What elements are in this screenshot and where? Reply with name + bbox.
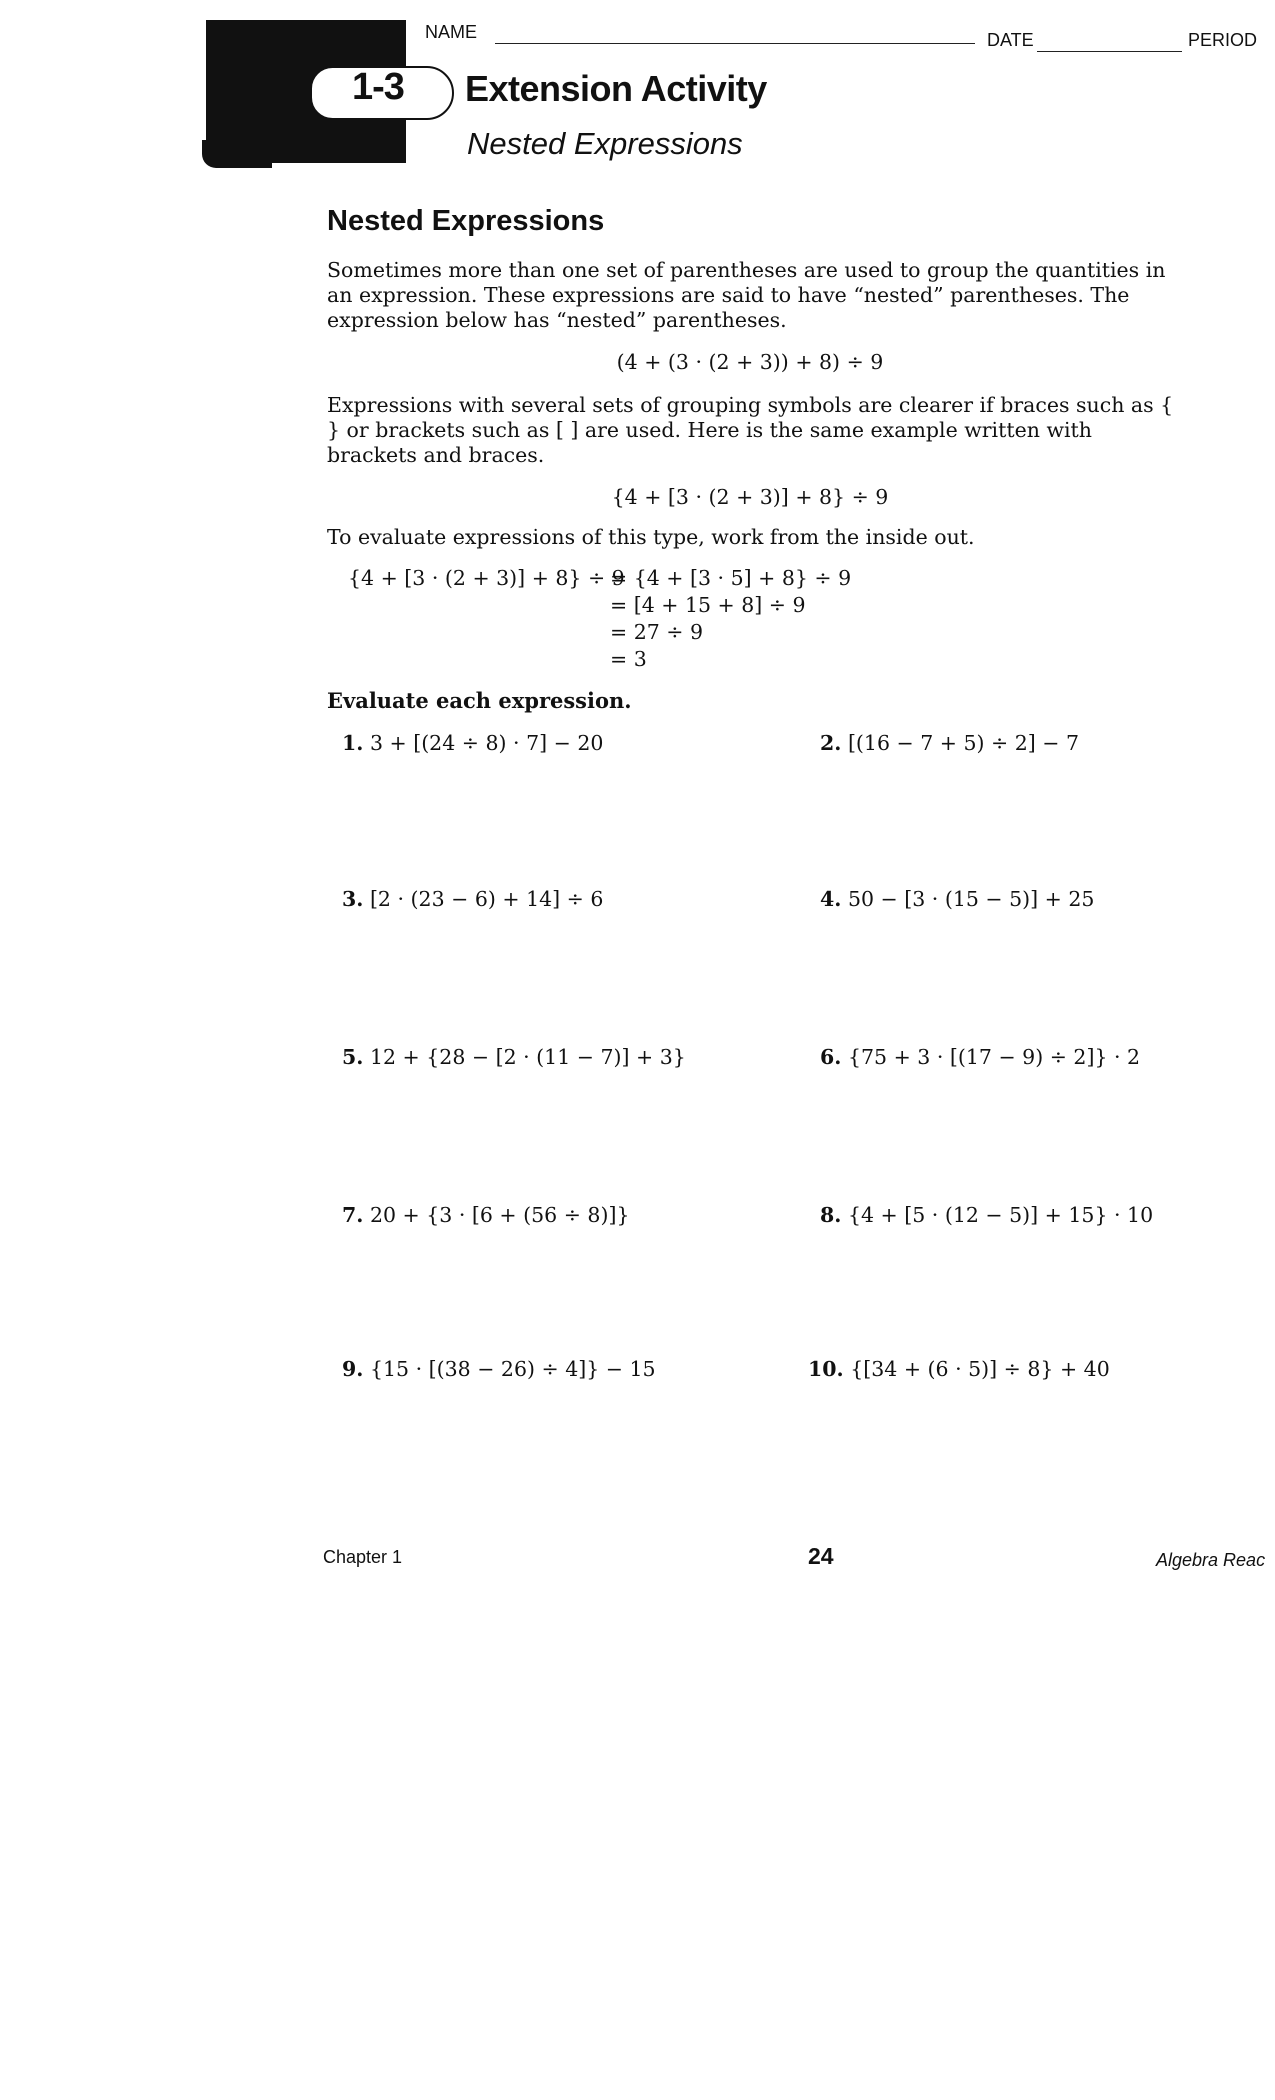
exercise-9 — [342, 1357, 656, 1381]
exercise-10 — [808, 1357, 1110, 1381]
activity-subtitle: Nested Expressions — [467, 126, 743, 161]
exercise-expression: {15 · [(38 − 26) ÷ 4]} − 15 — [369, 1357, 656, 1381]
date-field-line[interactable] — [1037, 51, 1182, 52]
exercise-number: 7. — [342, 1203, 364, 1227]
footer-chapter: Chapter 1 — [323, 1547, 403, 1567]
worked-example-step: = [4 + 15 + 8] ÷ 9 — [610, 593, 806, 617]
exercise-5 — [342, 1045, 686, 1069]
exercise-expression: {[34 + (6 · 5)] ÷ 8} + 40 — [850, 1357, 1110, 1381]
exercise-expression: 3 + [(24 ÷ 8) · 7] − 20 — [369, 731, 604, 755]
exercise-4 — [820, 887, 1094, 911]
section-heading: Nested Expressions — [327, 205, 605, 237]
footer-book-title: Algebra Reac — [1156, 1550, 1266, 1570]
worked-example-step: = 3 — [610, 647, 647, 671]
exercise-number: 6. — [820, 1045, 842, 1069]
header-black-tab-foot — [202, 140, 272, 168]
exercise-number: 4. — [820, 887, 842, 911]
exercise-expression: {4 + [5 · (12 − 5)] + 15} · 10 — [847, 1203, 1154, 1227]
instructions: Evaluate each expression. — [327, 688, 632, 713]
exercise-number: 1. — [342, 731, 364, 755]
exercise-6 — [820, 1045, 1140, 1069]
grouping-symbols-paragraph: Expressions with several sets of grouping symbols are clearer if braces such as { } or brackets such as [ ] are used. Here is the same example written with brackets and braces. — [327, 393, 1174, 467]
exercise-expression: 50 − [3 · (15 − 5)] + 25 — [847, 887, 1095, 911]
example-expression-braces: {4 + [3 · (2 + 3)] + 8} ÷ 9 — [611, 485, 889, 509]
footer-page-number: 24 — [808, 1543, 834, 1569]
exercise-number: 10. — [808, 1357, 844, 1381]
exercise-expression: [(16 − 7 + 5) ÷ 2] − 7 — [847, 731, 1080, 755]
worked-example-step: = {4 + [3 · 5] + 8} ÷ 9 — [610, 566, 852, 590]
exercise-7 — [342, 1203, 630, 1227]
exercise-1 — [342, 731, 603, 755]
exercise-number: 8. — [820, 1203, 842, 1227]
exercise-expression: {75 + 3 · [(17 − 9) ÷ 2]} · 2 — [847, 1045, 1141, 1069]
activity-title: Extension Activity — [465, 68, 767, 109]
inside-out-paragraph: To evaluate expressions of this type, work from the inside out. — [327, 525, 975, 549]
name-label: NAME — [425, 22, 478, 42]
exercise-3 — [342, 887, 603, 911]
lesson-number: 1-3 — [352, 66, 404, 108]
name-field-line[interactable] — [495, 43, 975, 44]
exercise-expression: [2 · (23 − 6) + 14] ÷ 6 — [369, 887, 604, 911]
exercise-number: 3. — [342, 887, 364, 911]
example-expression-parentheses: (4 + (3 · (2 + 3)) + 8) ÷ 9 — [616, 350, 884, 374]
exercise-expression: 20 + {3 · [6 + (56 ÷ 8)]} — [369, 1203, 630, 1227]
date-label: DATE — [987, 30, 1034, 50]
exercise-number: 5. — [342, 1045, 364, 1069]
exercise-number: 2. — [820, 731, 842, 755]
exercise-8 — [820, 1203, 1153, 1227]
exercise-expression: 12 + {28 − [2 · (11 − 7)] + 3} — [369, 1045, 686, 1069]
exercise-2 — [820, 731, 1079, 755]
worked-example-step: = 27 ÷ 9 — [610, 620, 704, 644]
worked-example-lhs: {4 + [3 · (2 + 3)] + 8} ÷ 9 — [348, 566, 625, 590]
intro-paragraph: Sometimes more than one set of parentheses are used to group the quantities in an expression. These expressions are said to have “nested” parentheses. The expression below has “nested” parentheses. — [327, 258, 1166, 332]
period-label: PERIOD — [1188, 30, 1258, 50]
exercise-number: 9. — [342, 1357, 364, 1381]
